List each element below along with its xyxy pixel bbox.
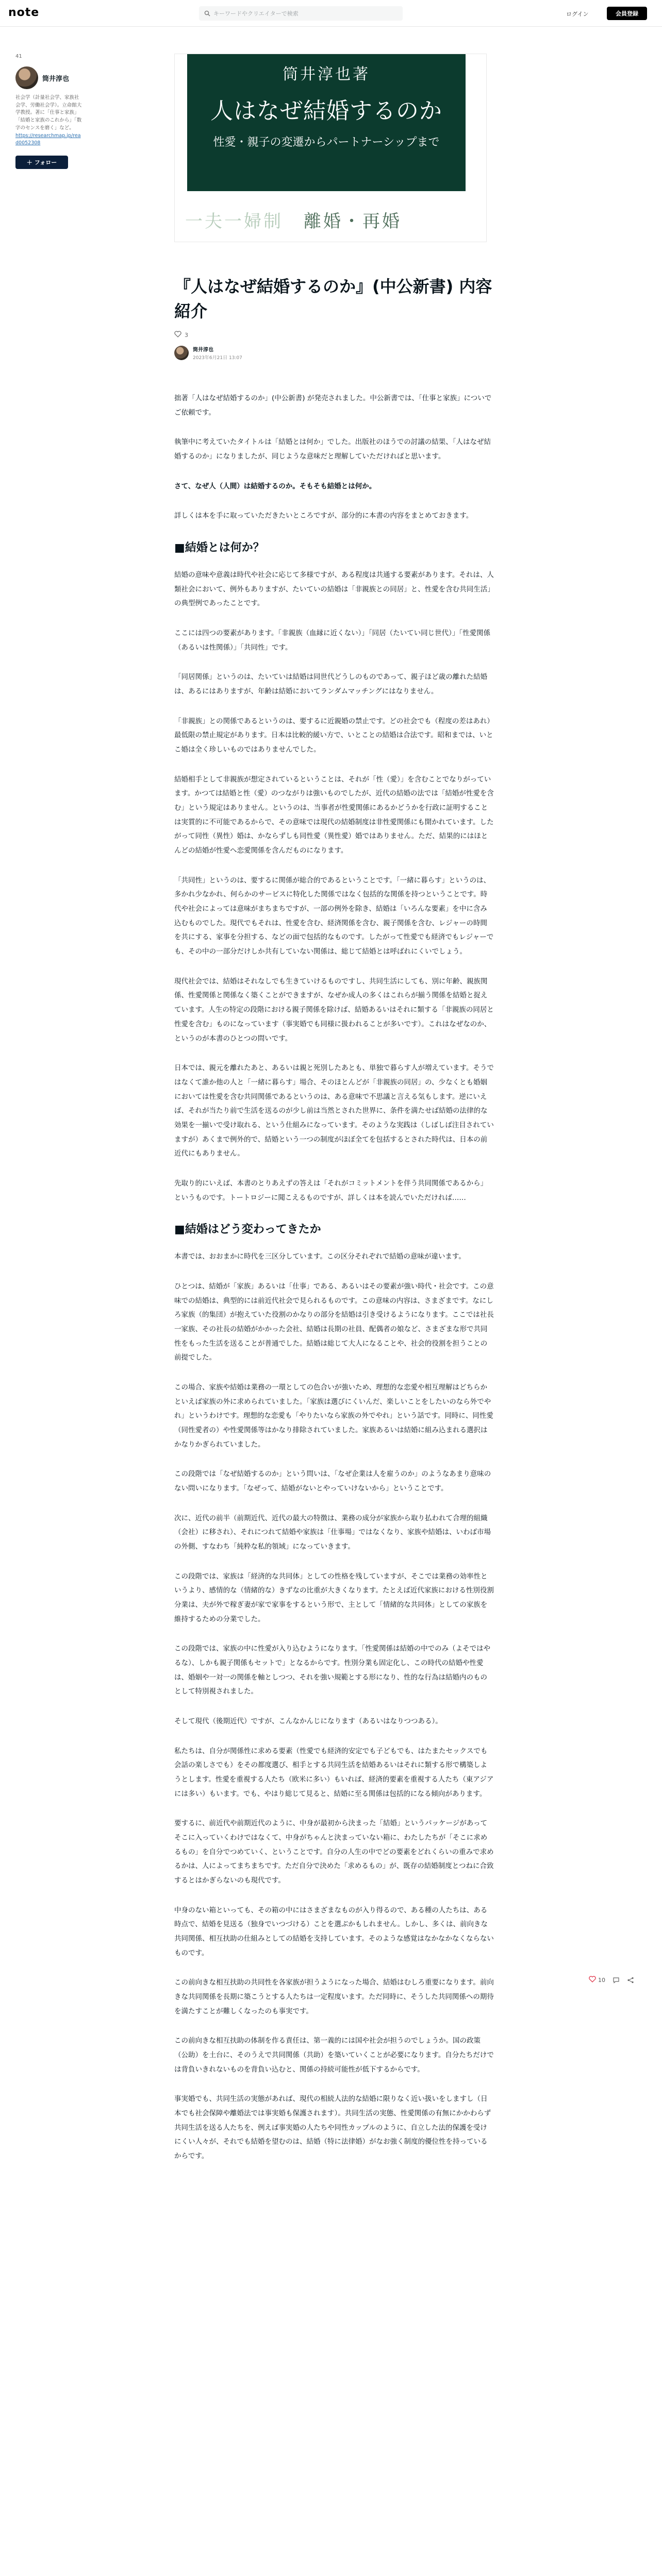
- heart-icon[interactable]: [174, 331, 181, 339]
- body-paragraph: この段階では、家族は「経済的な共同体」としての性格を残していますが、そこでは業務の効率性というより、感情的な（情緒的な）きずなの比重が大きくなります。たとえば近代家族における性別役割分業は、夫が外で稼ぎ妻が家で家事をするという形で、主として「情緒的な共同体」としての家族を維持するための分業でした。: [174, 1572, 494, 1623]
- body-paragraph: 要するに、前近代や前期近代のように、中身が最初から決まった「結婚」というパッケージがあってそこに入っていくわけではなくて、中身がちゃんと決まっていない箱に、わたしたちが「そこに求めるもの」を自分でつめていく、ということです。自分の人生の中でどの要素をどれくらいの重みで求めるかは、人によってまちまちです。ただ自分で決めた「求めるもの」が、既存の結婚制度とつねに合致するとはかぎらないのも現代です。: [174, 1819, 494, 1885]
- body-paragraph: この場合、家族や結婚は業務の一環としての色合いが強いため、理想的な恋愛や相互理解はどちらかといえば家族の外に求められていました。「家族は選びにくいんだ、楽しいことをしたいのなら外でやれ」というわけです。理想的な恋愛も「やりたいなら家族の外でやれ」という話です。同時に、同性愛（同性愛者の）や性愛関係等はかなり排除されていました。家族あるいは結婚に組み込まれる選択はかなりかぎられていました。: [174, 1383, 493, 1449]
- byline-avatar[interactable]: [174, 346, 189, 360]
- login-link[interactable]: ログイン: [566, 11, 589, 18]
- like-count: 3: [185, 331, 188, 338]
- article-main: [174, 54, 494, 2179]
- creator-bio: 社会学（計量社会学、家族社会学、労働社会学）。立命館大学教授。著に「仕事と家族」「結婚と家族のこれから」「数字のセンスを磨く」など。: [15, 95, 82, 131]
- section-heading-text: 結婚とは何か？: [185, 541, 264, 555]
- body-paragraph: 日本では、親元を離れたあと、あるいは親と死別したあとも、単独で暮らす人が増えています。そうではなくて誰か他の人と「一緒に暮らす」場合、そのほとんどが「非親族の同居」の、少なくとも婚姻においては性愛を含む共同関係であるというのは、ある意味で不思議と言える気もします。逆にいえば、それが当たり前で生活を送るのが少し前は当然とされた世界に、条件を満たせば結婚の法律的な効果を一揃いで受け取れる、という仕組みになっています。そのような実践は（しばしば注目されていますが）あくまで例外的で、結婚という一つの制度がほぼ全てを包括するとされた時代は、日本の前近代にもありません。: [174, 1064, 494, 1158]
- body-paragraph: この段階では、家族の中に性愛が入り込むようになります。「性愛関係は結婚の中でのみ（よそではやるな）、しかも親子関係もセットで」となるからです。性別分業も固定化し、この時代の結婚や性愛は、婚姻や一対一の関係を軸としつつ、それを強い規範とする形になり、性的な行為は結婚内のものとして特別視されました。: [174, 1645, 491, 1696]
- follow-label: フォロー: [34, 159, 57, 166]
- float-like-count: 10: [598, 1976, 605, 1984]
- body-paragraph: 結婚の意味や意義は時代や社会に応じて多様ですが、ある程度は共通する要素があります。それは、人類社会において、例外もありますが、たいていの結婚は「非親族との同居」と、性愛を含む共同生活」の典型例であったことです。: [174, 571, 494, 608]
- creator-count: 41: [15, 54, 22, 59]
- cover-band-left: 一夫一婦制: [185, 211, 283, 232]
- body-paragraph: ひとつは、結婚が「家族」あるいは「仕事」である、あるいはその要素が強い時代・社会です。この意味での結婚は、典型的には前近代社会で見られるものです。この意味の内容は、さまざまです。なにしろ家族（的集団）が抱えていた役割のかなりの部分を結婚は引き受けるようになります。ここでは社長一家族、その社長の結婚がかかった会社、結婚は長期の社員、配偶者の娘など、さまざまな形で共同性をもった生活を送ることが普通でした。結婚は総じて大人になることや、社会的役割を担うことの前提でした。: [174, 1282, 494, 1362]
- float-like[interactable]: [589, 1976, 605, 1984]
- creator-name[interactable]: 筒井淳也: [42, 75, 70, 83]
- body-paragraph: 「非親族」との関係であるというのは、要するに近親婚の禁止です。どの社会でも（程度の差はあれ）最低限の禁止規定があります。日本は比較的緩い方で、いとことの結婚は合法です。昭和までは、いとこ婚は全く珍しいものではありませんでした。: [174, 717, 494, 754]
- intro-paragraph: 拙著「人はなぜ結婚するのか」(中公新書) が発売されました。中公新書では、「仕事と家族」についでご依頼です。: [174, 394, 492, 417]
- intro-paragraph: 執筆中に考えていたタイトルは「結婚とは何か」でした。出版社のほうでの討議の結果、「人はなぜ結婚するのか」になりましたが、同じような意味だと理解していただければと思います。: [174, 438, 491, 461]
- cover-green-panel: [187, 54, 466, 191]
- comment-icon[interactable]: [613, 1977, 620, 1984]
- section-heading: ■結婚はどう変わってきたか: [174, 1223, 321, 1236]
- plus-icon: ＋: [26, 159, 32, 166]
- search-icon: [204, 9, 210, 19]
- cover-image: [174, 54, 487, 242]
- body-paragraph: この段階では「なぜ結婚するのか」という問いは、「なぜ企業は人を雇うのか」のようなあまり意味のない問いになります。「なぜって、結婚がないとやっていけないから」ということです。: [174, 1470, 491, 1493]
- body-paragraph: この前向きな相互扶助の共同性を各家族が担うようになった場合、結婚はむしろ重要になります。前向きな共同関係を長期に築こうとする人たちは一定程度います。ただ同時に、そうした共同関係への期待を満たすことが難しくなったのも事実です。: [174, 1978, 494, 2015]
- body-paragraph: 本書では、おおまかに時代を三区分しています。この区分それぞれで結婚の意味が違います。: [174, 1252, 466, 1261]
- cover-subtitle: 性愛・親子の変遷からパートナーシップまで: [213, 136, 440, 149]
- section-heading: ■結婚とは何か？: [174, 541, 264, 555]
- intro-paragraph: 詳しくは本を手に取っていただきたいところですが、部分的に本書の内容をまとめておきます。: [174, 512, 473, 520]
- body-paragraph: 現代社会では、結婚はそれなしでも生きていけるものですし、共同生活にしても、別に年齢、親族関係、性愛関係と関係なく築くことができますが、なぜか成人の多くはこれらが揃う関係を結婚と捉えています。人生の特定の段階における親子関係を除けば、結婚あるいはそれに類する「非親族の同居と性愛を含む」ものになっています（事実婚でも同様に扱われることが多いです）。これはなぜなのか、というのが本書のひとつの問いです。: [174, 977, 494, 1043]
- search-bar[interactable]: [199, 6, 403, 21]
- body-paragraph: ここには四つの要素があります。「非親族（血縁に近くない）」「同居（たいてい同じ世代）」「性愛関係（あるいは性関係）」「共同性」です。: [174, 629, 491, 652]
- creator-bio-link[interactable]: https://researchmap.jp/read0052308: [15, 132, 81, 146]
- cover-author: 筒井淳也著: [283, 65, 370, 83]
- article-title: 『人はなぜ結婚するのか』(中公新書) 内容紹介: [174, 277, 492, 321]
- body-paragraph: そして現代（後期近代）ですが、こんなかんじになります（あるいはなりつつある）。: [174, 1717, 442, 1726]
- cover-bottom-band: [175, 196, 486, 243]
- search-input[interactable]: [213, 10, 389, 17]
- byline-date: 2023年6月21日 13:07: [193, 355, 242, 361]
- like-row: [174, 331, 494, 339]
- body-paragraph: 「同居関係」というのは、たいていは結婚は同世代どうしのものであって、親子ほど歳の離れた結婚は、あるにはありますが、年齢は結婚においてランダムマッチングにはなりません。: [174, 673, 488, 696]
- body-paragraph: 「共同性」というのは、要するに関係が総合的であるということです。「一緒に暮らす」というのは、多かれ少なかれ、何らかのサービスに特化した関係ではなく包括的な関係を持つということです。時代や社会によっては意味がまちまちですが、一部の例外を除き、結婚は「いろんな要素」を中に含み込むものでした。現代でもそれは、性愛を含む、経済関係を含む、親子関係を含む、レジャーの時間を共にする、家事を分担する、などの面で包括的なものです。したがって性愛でも経済でもレジャーでも、その中の一部分だけしか共有していない関係は、総じて結婚とは呼ばれにくいでしょう。: [174, 876, 494, 956]
- body-paragraph: この前向きな相互扶助の体制を作る責任は、第一義的には国や社会が担うのでしょうか。国の政策（公助）を土台に、そのうえで共同関係（共助）を築いていくことが必要になります。自分たちだけでは背負いきれないものを背負い込むと、関係の持続可能性が低下するからです。: [174, 2037, 494, 2074]
- article-body: [174, 392, 494, 2164]
- cover-title: 人はなぜ結婚するのか: [210, 98, 442, 124]
- floating-actions: [589, 1976, 634, 1984]
- body-paragraph: 結婚相手として非親族が想定されているということは、それが「性（愛）」を含むことでなりがっています。かつては結婚と性（愛）のつながりは強いものでしたが、近代の結婚の法では「結婚が性愛を含む」という規定はありません。というのは、当事者が性愛関係にあるかどうかを行政に証明することは実質的に不可能であるからで、その意味では現代の結婚制度は非性愛関係にも開かれています。したがって同性（異性）婚は、かならずしも同性愛（異性愛）婚ではありません。ただ、結果的にはほとんどの結婚が性愛へ恋愛関係を含んだものになります。: [174, 775, 494, 855]
- body-paragraph: 中身のない箱といっても、その箱の中にはさまざまなものが入り得るので、ある種の人たちは、ある時点で、結婚を見送る（独身でいつづける）ことを選ぶかもしれません。しかし、多くは、前向きな共同関係、相互扶助の仕組みとしての結婚を支持しています。そのような感覚はなかなかなくならないものです。: [174, 1906, 494, 1957]
- creator-card: [15, 54, 82, 169]
- cover-band-right: 離婚・再婚: [304, 211, 402, 232]
- heart-icon: [589, 1976, 596, 1984]
- body-paragraph: 次に、近代の前半（前期近代、近代の最大の特徴は、業務の成分が家族から取り払われて合理的組織（会社）に移され）、それにつれて結婚や家族は「仕事場」ではなくなり、家族や結婚は、いわば市場の外側、すなわち「純粋な私的領域」になっていきます。: [174, 1514, 491, 1551]
- body-paragraph: 先取り的にいえば、本書のとりあえずの答えは「それがコミットメントを伴う共同関係であるから」というものです。トートロジーに聞こえるものですが、詳しくは本を読んでいただければ……: [174, 1179, 488, 1202]
- top-nav: [0, 0, 662, 27]
- avatar[interactable]: [15, 66, 38, 89]
- byline: [174, 345, 494, 361]
- body-paragraph: 事実婚でも、共同生活の実態があれば、現代の相続人法的な結婚に限りなく近い扱いをしますし（日本でも社会保障や離婚法では事実婚も保護されます）。共同生活の実態、性愛関係の有無にかかわらず共同生活を送る人たちを、例えば事実婚の人たちや同性カップルのように、自立した法的保護を受けにくい人々が、それでも結婚を望むのは、結婚（特に法律婚）がなお強く制度的優位性を持っているからです。: [174, 2095, 491, 2161]
- signup-button[interactable]: 会員登録: [607, 7, 647, 20]
- intro-paragraph: さて、なぜ人（人間）は結婚するのか。そもそも結婚とは何か。: [174, 482, 376, 490]
- section-heading-text: 結婚はどう変わってきたか: [185, 1223, 321, 1236]
- note-logo[interactable]: note: [8, 6, 40, 19]
- follow-button[interactable]: [15, 156, 68, 169]
- byline-author[interactable]: 筒井淳也: [193, 347, 213, 353]
- body-paragraph: 私たちは、自分が関係性に求める要素（性愛でも経済的安定でも子どもでも、はたまたセックスでも会話の楽しさでも）をその都度選び、相手とする共同生活を結婚あるいはそれに類する形で構築しようとします。性愛を重視する人たち（欧米に多い）もいれば、経済的要素を重視する人たち（東アジアには多い）もいます。でも、やはり総じて見ると、結婚に至る関係は包括的になる傾向があります。: [174, 1747, 494, 1798]
- share-icon[interactable]: [627, 1977, 634, 1984]
